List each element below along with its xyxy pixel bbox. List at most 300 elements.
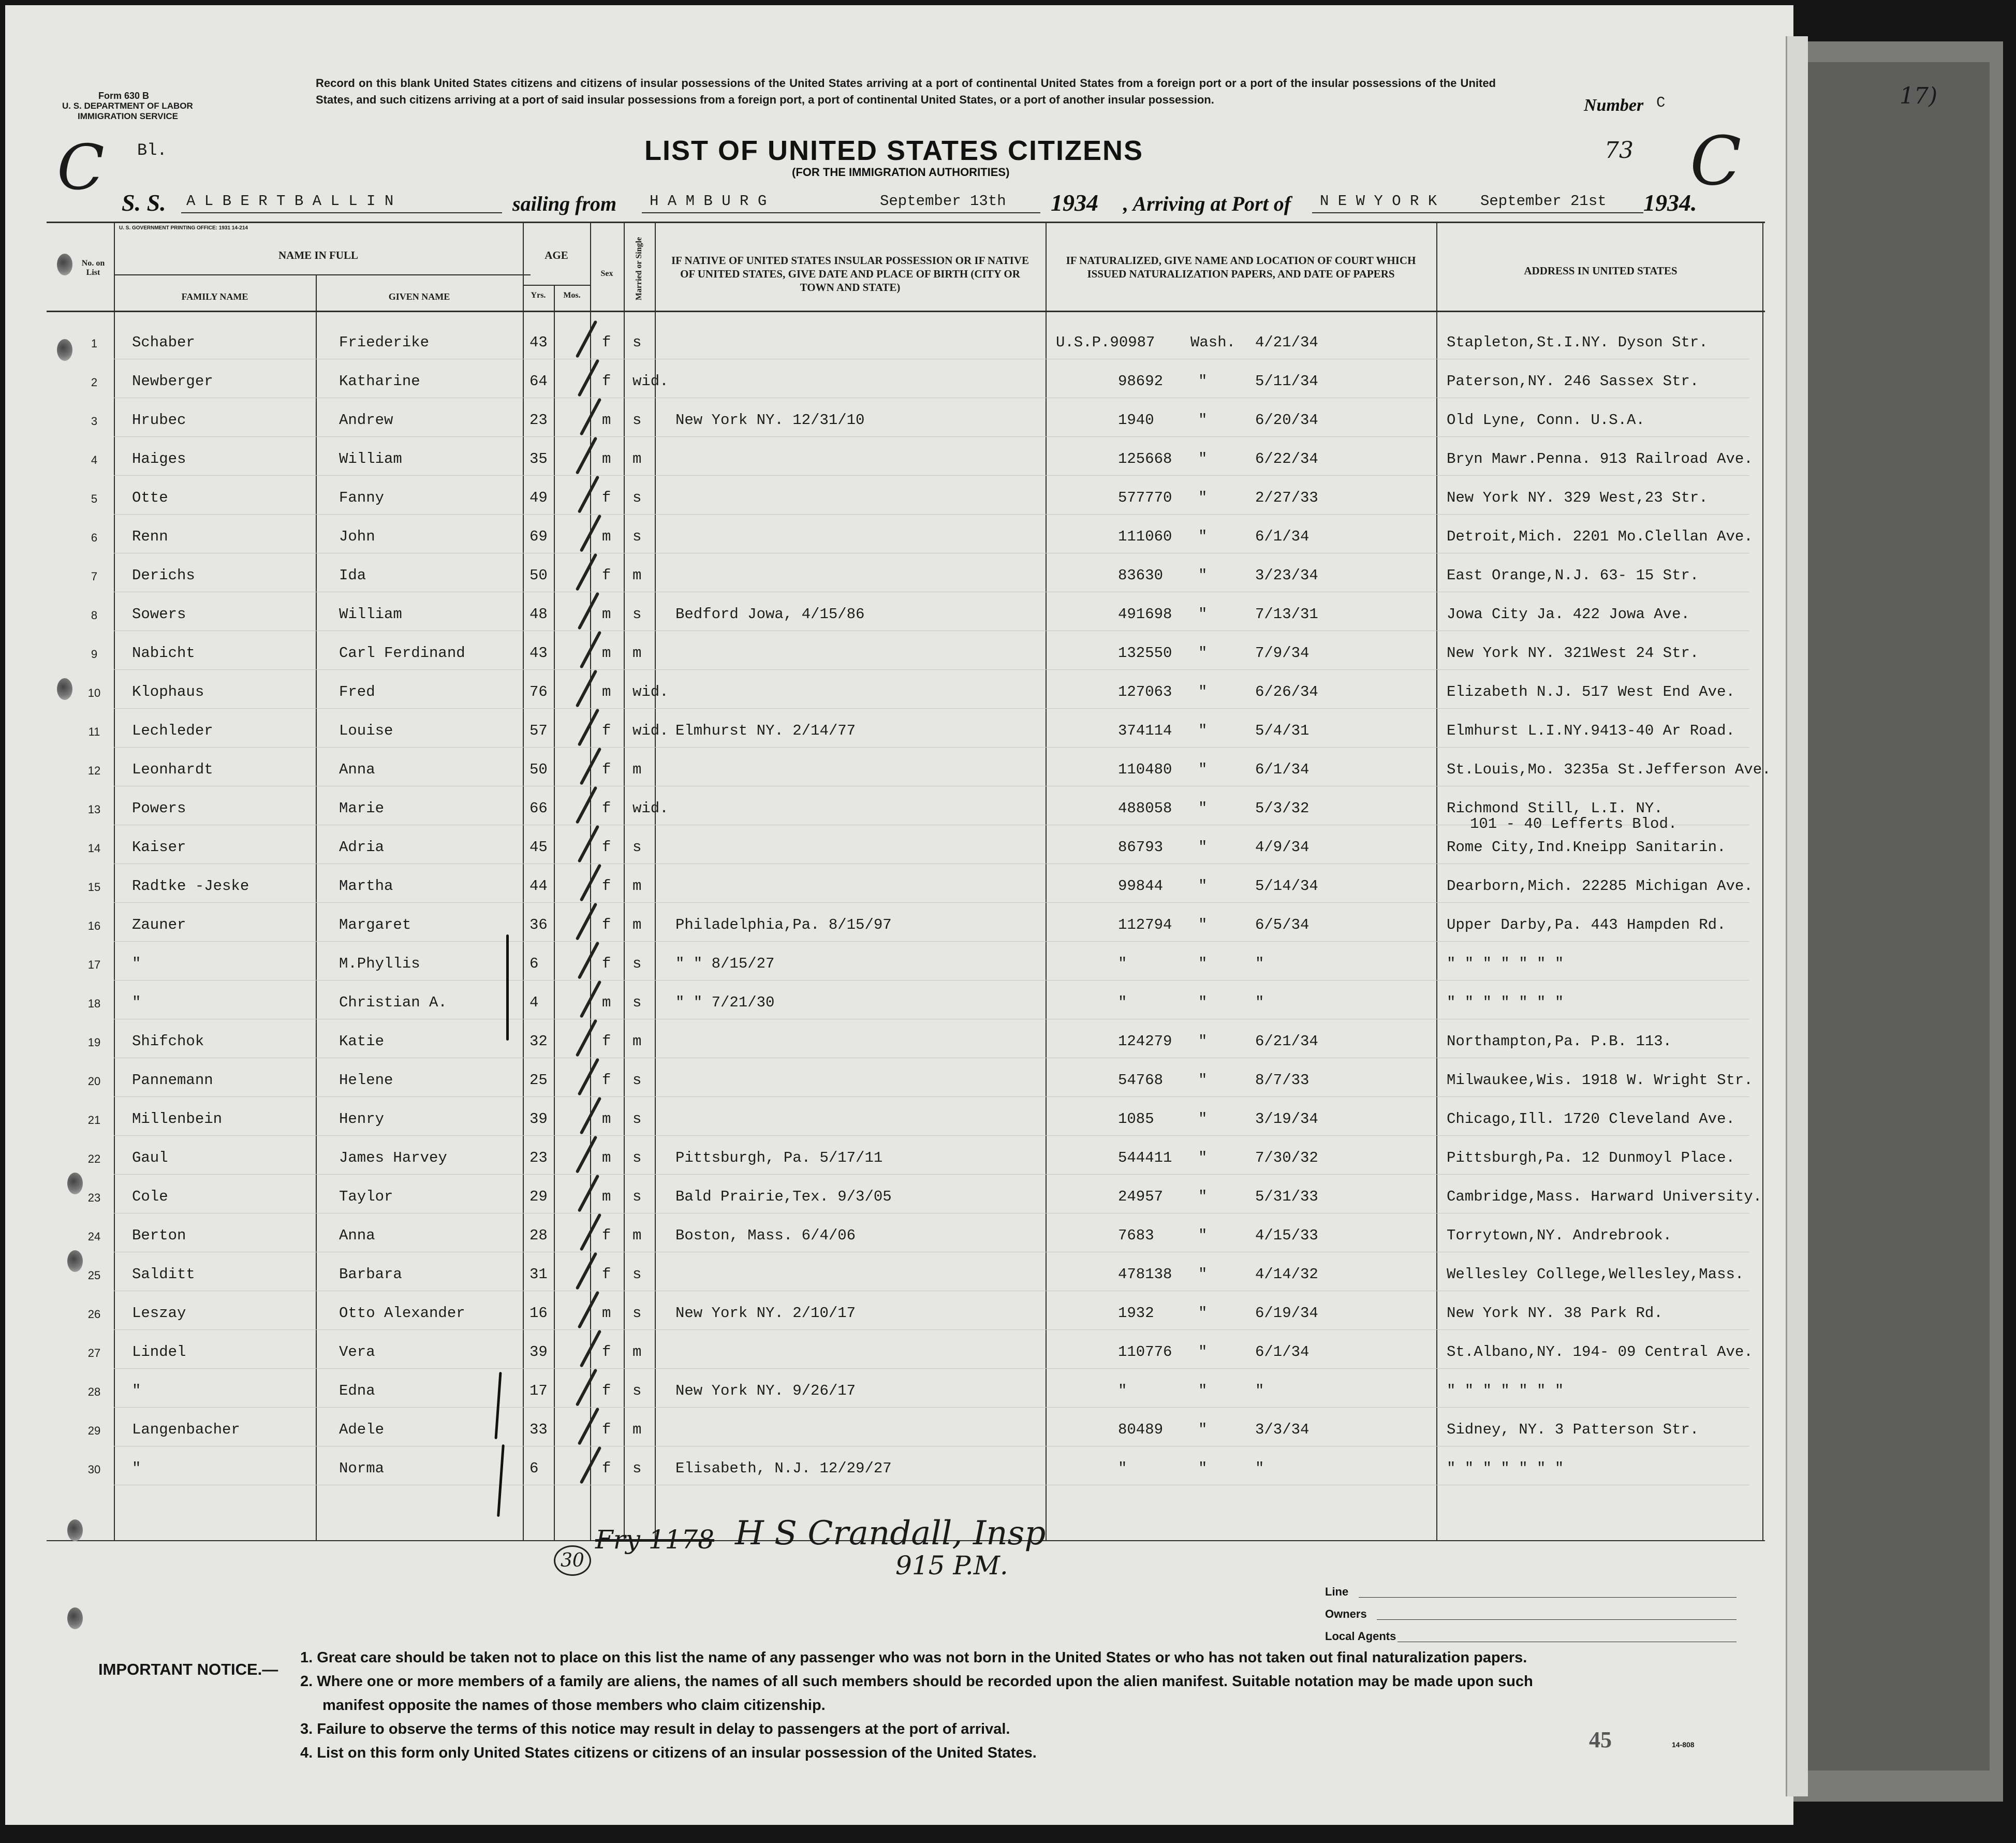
cell-court: " — [1198, 1305, 1208, 1322]
date-from: September 13th — [880, 193, 1006, 210]
cell-ms: s — [632, 1072, 642, 1089]
agent-owners-field — [1377, 1619, 1737, 1620]
cell-sex: f — [602, 1266, 611, 1283]
cell-family: Klophaus — [132, 683, 204, 700]
checkmark-tick — [576, 1252, 598, 1290]
header-age: AGE — [545, 249, 568, 261]
header-address: ADDRESS IN UNITED STATES — [1524, 265, 1677, 277]
row-number: 17 — [87, 958, 101, 971]
cell-nat-no: 124279 — [1118, 1033, 1172, 1050]
cell-family: Powers — [132, 800, 186, 817]
cell-court: " — [1198, 1110, 1208, 1128]
cell-court: " — [1198, 1033, 1208, 1050]
cell-given: Norma — [339, 1460, 385, 1477]
cell-family: Newberger — [132, 373, 213, 390]
cell-address: Rome City,Ind.Kneipp Sanitarin. — [1447, 839, 1726, 856]
col-sep-no — [114, 223, 115, 1540]
checkmark-tick — [576, 1135, 598, 1173]
cell-family: Shifchok — [132, 1033, 204, 1050]
cell-court: " — [1198, 567, 1208, 584]
cell-family: Renn — [132, 528, 168, 545]
checkmark-tick — [576, 902, 598, 940]
checkmark-tick — [578, 1174, 600, 1212]
cell-age: 44 — [529, 877, 548, 895]
cell-given: Marie — [339, 800, 385, 817]
cell-nat-no: 577770 — [1118, 489, 1172, 506]
cell-nat-no: 111060 — [1118, 528, 1172, 545]
notice-item-4: 4. List on this form only United States citizens or citizens of an insular possession of the United States. — [300, 1745, 1037, 1761]
cell-nat-date: 5/11/34 — [1255, 373, 1318, 390]
col-sep-right — [1762, 223, 1763, 1540]
port-from: H A M B U R G — [650, 193, 767, 210]
row-number: 26 — [87, 1308, 101, 1321]
cell-nat-date: 4/15/33 — [1255, 1227, 1318, 1244]
cell-ms: wid. — [632, 683, 669, 700]
cell-nat-date: 4/9/34 — [1255, 839, 1309, 856]
to-underline — [1312, 212, 1643, 213]
binding-hole — [67, 1173, 83, 1194]
cell-nat-no: 110480 — [1118, 761, 1172, 778]
binding-hole — [67, 1519, 83, 1541]
bl-code: Bl. — [137, 141, 167, 160]
row-number: 23 — [87, 1191, 101, 1204]
row-rule — [114, 436, 1749, 437]
cell-nat-date: 7/13/31 — [1255, 606, 1318, 623]
arriving-label: , Arriving at Port of — [1123, 192, 1291, 215]
cell-nat-no: 1932 — [1118, 1305, 1154, 1322]
cell-age: 32 — [529, 1033, 548, 1050]
row-number: 13 — [87, 803, 101, 816]
cell-court: " — [1198, 606, 1208, 623]
cell-address: Paterson,NY. 246 Sassex Str. — [1447, 373, 1699, 390]
number-value: C — [1656, 94, 1666, 111]
row-rule — [114, 708, 1749, 709]
cell-sex: f — [602, 489, 611, 506]
cell-age: 69 — [529, 528, 548, 545]
notice-item-2: 2. Where one or more members of a family are aliens, the names of all such members should be recorded upon the alien manifest. Suitable notation may be made upon such — [300, 1673, 1533, 1690]
row-rule — [114, 669, 1749, 670]
cell-court: " — [1198, 1343, 1208, 1361]
corner-note: 17) — [1900, 83, 1938, 109]
cell-ms: s — [632, 839, 642, 856]
cell-nat-no: 1940 — [1118, 412, 1154, 429]
cell-court: " — [1198, 412, 1208, 429]
checkmark-tick — [576, 786, 598, 824]
row-rule — [114, 1174, 1749, 1175]
cell-nat-no: 374114 — [1118, 722, 1172, 739]
row-number: 30 — [87, 1463, 101, 1476]
cell-given: Vera — [339, 1343, 375, 1361]
cell-sex: m — [602, 1305, 611, 1322]
inspector-time-note: 915 P.M. — [895, 1551, 1008, 1581]
cell-court: " — [1198, 1421, 1208, 1438]
cell-nat-no: 86793 — [1118, 839, 1164, 856]
ship-name: A L B E R T B A L L I N — [186, 193, 394, 210]
cell-sex: m — [602, 528, 611, 545]
number-label: Number — [1584, 96, 1644, 115]
notice-item-3: 3. Failure to observe the terms of this notice may result in delay to passengers at the port of arrival. — [300, 1721, 1010, 1737]
cell-address-line2: 101 - 40 Lefferts Blod. — [1470, 815, 1677, 832]
cell-address: Stapleton,St.I.NY. Dyson Str. — [1447, 334, 1708, 351]
cell-ms: m — [632, 450, 642, 467]
cell-sex: f — [602, 1227, 611, 1244]
checkmark-tick — [576, 1368, 598, 1406]
cell-sex: f — [602, 1382, 611, 1399]
cell-nat-date: 8/7/33 — [1255, 1072, 1309, 1089]
inspector-struck: Fry 1178 — [595, 1525, 714, 1555]
cell-court: " — [1198, 955, 1208, 972]
checkmark-tick — [576, 436, 598, 474]
notice-item-1: 1. Great care should be taken not to place on this list the name of any passenger who was not born in the United States or who has not taken out final naturalization papers. — [300, 1649, 1527, 1666]
cell-age: 17 — [529, 1382, 548, 1399]
cell-ms: wid. — [632, 373, 669, 390]
cell-nat-no: U.S.P.90987 — [1056, 334, 1155, 351]
inspector-count: 30 — [554, 1545, 591, 1576]
cell-address: " " " " " " " — [1447, 994, 1564, 1011]
cell-family: Lindel — [132, 1343, 186, 1361]
cell-family: Sowers — [132, 606, 186, 623]
intro-text: Record on this blank United States citizens and citizens of insular possessions of the United States arriving at a port of continental United States from a foreign port or a port of the insular possessions of the United States, and such citizens arriving at a port of said insular possessions from a foreign port, a port of continental United States, or a port of another insular possession. — [316, 77, 1496, 106]
cell-nat-no: 1085 — [1118, 1110, 1154, 1128]
cell-nat-no: 80489 — [1118, 1421, 1164, 1438]
row-rule — [114, 902, 1749, 903]
cell-address: " " " " " " " — [1447, 1460, 1564, 1477]
cell-family: Berton — [132, 1227, 186, 1244]
cell-sex: f — [602, 567, 611, 584]
from-underline — [642, 212, 1040, 213]
cell-nat-no: 132550 — [1118, 645, 1172, 662]
cell-sex: f — [602, 955, 611, 972]
cell-family: " — [132, 955, 141, 972]
row-number: 6 — [91, 531, 98, 544]
header-naturalized: IF NATURALIZED, GIVE NAME AND LOCATION OF COURT WHICH ISSUED NATURALIZATION PAPERS, AND DATE OF PAPERS — [1066, 254, 1416, 280]
cell-age: 31 — [529, 1266, 548, 1283]
cell-age: 64 — [529, 373, 548, 390]
cell-family: " — [132, 1382, 141, 1399]
row-rule — [114, 941, 1749, 942]
cell-birth: Pittsburgh, Pa. 5/17/11 — [675, 1149, 883, 1166]
cell-nat-date: 6/5/34 — [1255, 916, 1309, 933]
cell-ms: wid. — [632, 722, 669, 739]
cell-given: Adele — [339, 1421, 385, 1438]
cell-sex: f — [602, 1033, 611, 1050]
table-top — [47, 222, 1765, 223]
row-number: 5 — [91, 492, 98, 505]
cell-court: " — [1198, 839, 1208, 856]
cell-nat-no: 83630 — [1118, 567, 1164, 584]
port-to: N E W Y O R K — [1320, 193, 1437, 210]
year-to: 1934. — [1643, 189, 1697, 216]
row-number: 22 — [87, 1152, 101, 1165]
agent-line-field — [1359, 1597, 1737, 1598]
cell-court: " — [1198, 877, 1208, 895]
cell-given: Fred — [339, 683, 375, 700]
cell-nat-date: 6/19/34 — [1255, 1305, 1318, 1322]
checkmark-tick — [578, 825, 600, 862]
cell-given: Louise — [339, 722, 393, 739]
cell-birth: Philadelphia,Pa. 8/15/97 — [675, 916, 892, 933]
row-number: 10 — [87, 686, 101, 699]
row-number: 9 — [91, 648, 98, 661]
page-number-handwritten: 73 — [1605, 137, 1634, 164]
cell-court: " — [1198, 800, 1208, 817]
cell-nat-no: 488058 — [1118, 800, 1172, 817]
sailing-label: sailing from — [512, 192, 617, 215]
cell-nat-date: 6/26/34 — [1255, 683, 1318, 700]
row-number: 12 — [87, 764, 101, 777]
cell-age: 50 — [529, 761, 548, 778]
cell-nat-no: 127063 — [1118, 683, 1172, 700]
checkmark-tick — [578, 1291, 600, 1328]
cell-nat-no: 491698 — [1118, 606, 1172, 623]
cell-ms: m — [632, 1343, 642, 1361]
cell-given: Katie — [339, 1033, 385, 1050]
cell-family: Cole — [132, 1188, 168, 1205]
family-bracket-zauner — [506, 934, 509, 1041]
cell-nat-no: " — [1118, 955, 1127, 972]
form-number: Form 630 B — [98, 91, 150, 101]
cell-given: Edna — [339, 1382, 375, 1399]
manifest-page — [5, 5, 1938, 1825]
cell-sex: f — [602, 1460, 611, 1477]
cell-sex: m — [602, 606, 611, 623]
cell-ms: m — [632, 567, 642, 584]
cell-address: Milwaukee,Wis. 1918 W. Wright Str. — [1447, 1072, 1753, 1089]
cell-nat-no: 110776 — [1118, 1343, 1172, 1361]
cell-given: M.Phyllis — [339, 955, 420, 972]
cell-family: Pannemann — [132, 1072, 213, 1089]
cell-family: Gaul — [132, 1149, 168, 1166]
header-birth: IF NATIVE OF UNITED STATES INSULAR POSSESSION OR IF NATIVE OF UNITED STATES, GIVE DATE AND PLACE OF BIRTH (CITY OR TOWN AND STATE) — [671, 254, 1029, 294]
cell-court: " — [1198, 761, 1208, 778]
cell-given: John — [339, 528, 375, 545]
cell-court: " — [1198, 1072, 1208, 1089]
header-given: GIVEN NAME — [388, 291, 450, 302]
printing-line: U. S. GOVERNMENT PRINTING OFFICE: 1931 14-214 — [119, 225, 248, 231]
cell-given: Henry — [339, 1110, 385, 1128]
cell-sex: f — [602, 1421, 611, 1438]
cell-given: Adria — [339, 839, 385, 856]
cell-sex: f — [602, 761, 611, 778]
cell-court: " — [1198, 1266, 1208, 1283]
cell-address: St.Albano,NY. 194- 09 Central Ave. — [1447, 1343, 1753, 1361]
checkmark-tick — [578, 941, 600, 979]
row-number: 24 — [87, 1230, 101, 1243]
cell-age: 43 — [529, 645, 548, 662]
ship-underline — [181, 212, 502, 213]
ss-label: S. S. — [122, 189, 166, 216]
binding-hole — [67, 1250, 83, 1272]
agent-local-label: Local Agents — [1325, 1630, 1396, 1643]
header-name: NAME IN FULL — [278, 249, 358, 261]
cell-address: Cambridge,Mass. Harward University. — [1447, 1188, 1762, 1205]
row-number: 16 — [87, 919, 101, 932]
cell-family: Millenbein — [132, 1110, 223, 1128]
header-mos: Mos. — [563, 291, 581, 300]
age-subheader-line — [523, 285, 590, 286]
cell-address: Wellesley College,Wellesley,Mass. — [1447, 1266, 1744, 1283]
cell-family: Kaiser — [132, 839, 186, 856]
cell-age: 39 — [529, 1343, 548, 1361]
cell-family: Nabicht — [132, 645, 195, 662]
agent-line-label: Line — [1325, 1585, 1349, 1598]
cell-birth: Bedford Jowa, 4/15/86 — [675, 606, 865, 623]
checkmark-tick — [576, 669, 598, 707]
cell-court: " — [1198, 1149, 1208, 1166]
form-subtitle: (FOR THE IMMIGRATION AUTHORITIES) — [792, 166, 1010, 179]
cell-court: Wash. — [1190, 334, 1236, 351]
row-number: 7 — [91, 570, 98, 583]
cell-ms: wid. — [632, 800, 669, 817]
cell-court: " — [1198, 1227, 1208, 1244]
cell-nat-no: 544411 — [1118, 1149, 1172, 1166]
checkmark-tick — [578, 475, 600, 513]
cell-ms: s — [632, 1149, 642, 1166]
cell-given: William — [339, 450, 402, 467]
cell-given: Anna — [339, 761, 375, 778]
cell-given: Anna — [339, 1227, 375, 1244]
cell-nat-date: " — [1255, 994, 1264, 1011]
row-number: 2 — [91, 376, 98, 389]
cell-age: 36 — [529, 916, 548, 933]
cell-address: Northampton,Pa. P.B. 113. — [1447, 1033, 1672, 1050]
row-rule — [114, 475, 1749, 476]
cell-ms: s — [632, 1305, 642, 1322]
cell-nat-date: 3/23/34 — [1255, 567, 1318, 584]
cell-sex: m — [602, 1149, 611, 1166]
name-subheader-line — [114, 274, 531, 275]
cell-court: " — [1198, 1188, 1208, 1205]
binding-hole — [57, 339, 72, 361]
cell-family: Langenbacher — [132, 1421, 240, 1438]
cell-address: Chicago,Ill. 1720 Cleveland Ave. — [1447, 1110, 1735, 1128]
row-number: 29 — [87, 1424, 101, 1437]
row-rule — [114, 1407, 1749, 1408]
cell-given: Andrew — [339, 412, 393, 429]
cell-sex: m — [602, 994, 611, 1011]
cell-birth: New York NY. 9/26/17 — [675, 1382, 856, 1399]
cell-ms: s — [632, 412, 642, 429]
cell-age: 57 — [529, 722, 548, 739]
cell-ms: s — [632, 1460, 642, 1477]
cell-sex: m — [602, 1188, 611, 1205]
cell-sex: f — [602, 800, 611, 817]
cell-ms: m — [632, 645, 642, 662]
cell-given: Friederike — [339, 334, 430, 351]
cell-ms: s — [632, 1188, 642, 1205]
cell-nat-date: 5/4/31 — [1255, 722, 1309, 739]
cell-court: " — [1198, 994, 1208, 1011]
cell-ms: s — [632, 528, 642, 545]
cell-nat-date: 3/3/34 — [1255, 1421, 1309, 1438]
row-rule — [114, 980, 1749, 981]
family-bracket-langenbacher — [497, 1444, 505, 1517]
date-to: September 21st — [1480, 193, 1607, 210]
row-number: 21 — [87, 1114, 101, 1127]
col-sep-family — [316, 274, 317, 1540]
cell-address: " " " " " " " — [1447, 1382, 1564, 1399]
cell-address: Elizabeth N.J. 517 West End Ave. — [1447, 683, 1735, 700]
cell-ms: m — [632, 877, 642, 895]
cell-ms: m — [632, 1421, 642, 1438]
cell-ms: m — [632, 1033, 642, 1050]
cell-nat-date: 3/19/34 — [1255, 1110, 1318, 1128]
cell-ms: s — [632, 1110, 642, 1128]
cell-family: Hrubec — [132, 412, 186, 429]
notice-item-2b: manifest opposite the names of those members who claim citizenship. — [322, 1697, 826, 1714]
cell-address: New York NY. 321West 24 Str. — [1447, 645, 1699, 662]
cell-nat-no: 98692 — [1118, 373, 1164, 390]
row-number: 15 — [87, 881, 101, 894]
checkmark-tick — [578, 592, 600, 630]
cell-court: " — [1198, 722, 1208, 739]
cell-nat-date: 6/1/34 — [1255, 761, 1309, 778]
row-number: 4 — [91, 454, 98, 466]
agent-owners-label: Owners — [1325, 1607, 1367, 1620]
cell-address: Old Lyne, Conn. U.S.A. — [1447, 412, 1645, 429]
page-edge — [1786, 36, 1808, 1796]
notice-heading: IMPORTANT NOTICE.— — [98, 1660, 278, 1678]
cell-nat-date: 5/3/32 — [1255, 800, 1309, 817]
row-number: 19 — [87, 1036, 101, 1049]
row-number: 28 — [87, 1385, 101, 1398]
cell-given: Martha — [339, 877, 393, 895]
cell-birth: " " 7/21/30 — [675, 994, 775, 1011]
row-number: 11 — [88, 725, 100, 738]
cell-family: " — [132, 1460, 141, 1477]
cell-address: Bryn Mawr.Penna. 913 Railroad Ave. — [1447, 450, 1753, 467]
cell-given: William — [339, 606, 402, 623]
cell-birth: New York NY. 12/31/10 — [675, 412, 865, 429]
cell-age: 6 — [529, 1460, 539, 1477]
cell-nat-date: 7/9/34 — [1255, 645, 1309, 662]
cell-ms: s — [632, 1266, 642, 1283]
cell-nat-date: " — [1255, 955, 1264, 972]
cell-age: 23 — [529, 1149, 548, 1166]
cell-sex: f — [602, 1072, 611, 1089]
cell-nat-date: 6/21/34 — [1255, 1033, 1318, 1050]
cell-sex: f — [602, 839, 611, 856]
corner-letter-right: C — [1690, 122, 1742, 200]
cell-nat-date: 7/30/32 — [1255, 1149, 1318, 1166]
cell-sex: m — [602, 683, 611, 700]
table-header-bottom — [47, 311, 1765, 312]
cell-family: " — [132, 994, 141, 1011]
cell-address: Elmhurst L.I.NY.9413-40 Ar Road. — [1447, 722, 1735, 739]
checkmark-tick — [576, 1019, 598, 1057]
cell-age: 50 — [529, 567, 548, 584]
cell-birth: New York NY. 2/10/17 — [675, 1305, 856, 1322]
cell-address: Sidney, NY. 3 Patterson Str. — [1447, 1421, 1699, 1438]
cell-given: Margaret — [339, 916, 411, 933]
cell-nat-date: 5/31/33 — [1255, 1188, 1318, 1205]
cell-age: 28 — [529, 1227, 548, 1244]
cell-court: " — [1198, 489, 1208, 506]
cell-family: Zauner — [132, 916, 186, 933]
cell-address: Torrytown,NY. Andrebrook. — [1447, 1227, 1672, 1244]
row-number: 25 — [87, 1269, 101, 1282]
checkmark-tick — [576, 320, 598, 358]
checkmark-tick — [578, 708, 600, 746]
cell-sex: m — [602, 645, 611, 662]
cell-given: James Harvey — [339, 1149, 447, 1166]
cell-given: Katharine — [339, 373, 420, 390]
service: IMMIGRATION SERVICE — [78, 111, 178, 121]
cell-nat-no: " — [1118, 1460, 1127, 1477]
cell-nat-no: 478138 — [1118, 1266, 1172, 1283]
cell-address: " " " " " " " — [1447, 955, 1564, 972]
cell-age: 66 — [529, 800, 548, 817]
